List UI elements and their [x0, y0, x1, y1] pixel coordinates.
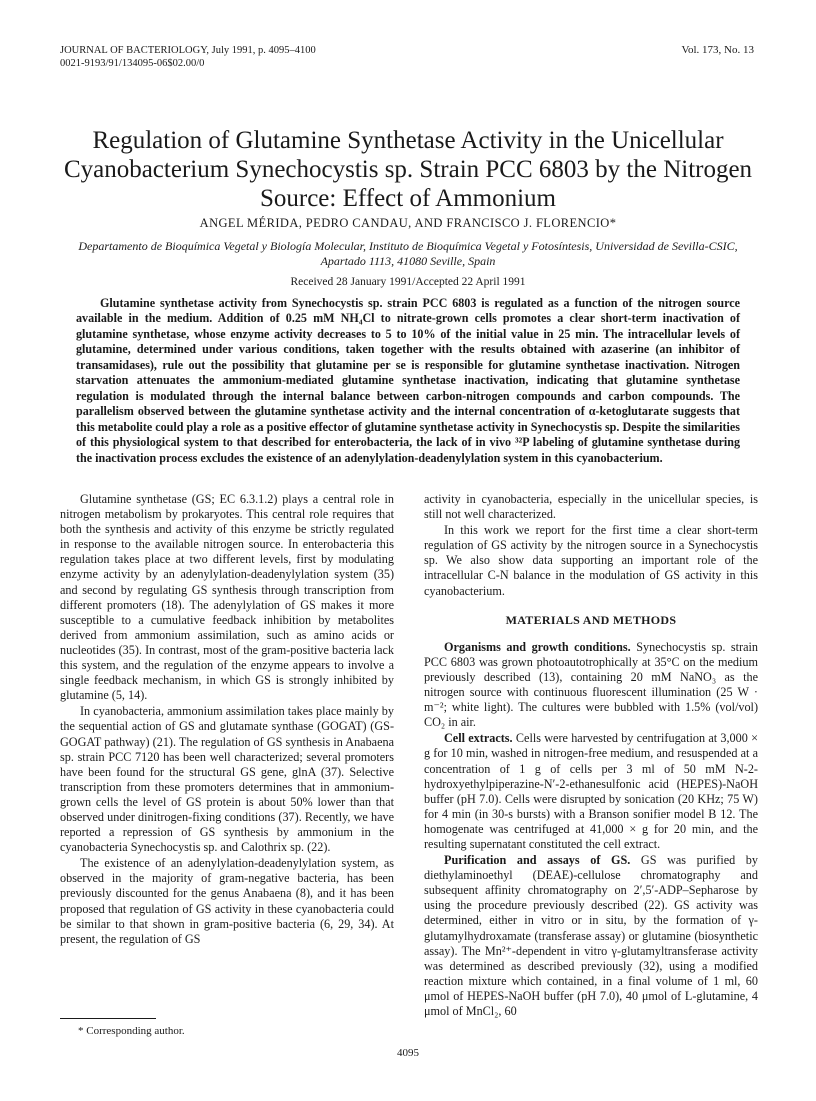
footnote-rule: [60, 1018, 156, 1019]
subsection-heading: Cell extracts.: [444, 731, 513, 746]
running-header: [60, 44, 316, 70]
paragraph: Glutamine synthetase (GS; EC 6.3.1.2) plays a central role in nitrogen metabolism by prokaryotes. This central role requires that both the synthesis and activity of this enzyme be strictly regulated in response to the available nitrogen source. In enterobacteria this regulation takes place at two different levels, first by modulating enzyme activity by an adenylylation-deadenylylation system (35) and second by regulating GS synthesis through transcription from different promoters (18). The adenylylation of GS makes it more susceptible to a cumulative feedback inhibition by metabolites derived from ammonium assimilation, such as amino acids or nucleotides (35). In contrast, most of the gram-positive bacteria lack this system, and the regulation of the enzyme appears to involve a single feedback mechanism, in which GS is strongly inhibited by glutamine (5, 14).: [60, 492, 394, 703]
footnote: * Corresponding author.: [78, 1025, 185, 1037]
paragraph: activity in cyanobacteria, especially in the unicellular species, is still not well characterized.: [424, 492, 758, 522]
journal-line: JOURNAL OF BACTERIOLOGY, July 1991, p. 4095–4100: [60, 45, 316, 56]
received-dates: Received 28 January 1991/Accepted 22 April 1991: [290, 276, 526, 288]
paragraph: [424, 853, 758, 1019]
left-column: [60, 492, 394, 947]
page-number: 4095: [397, 1047, 419, 1059]
subsection-heading: Purification and assays of GS.: [444, 853, 631, 868]
subsection-text: Cells were harvested by centrifugation at 3,000 × g for 10 min, washed in nitrogen-free medium, and resuspended at a concentration of 1 g of cells per 3 ml of 50 mM N-2-hydroxyethylpiperazine-N′-2-ethanesulfonic acid (HEPES)-NaOH buffer (pH 7.0). Cells were disrupted by sonication (20 KHz; 75 W) for 4 min (in 30-s bursts) with a Branson sonifier model B 12. The homogenate was centrifuged at 41,000 × g for 20 min, and the resulting supernatant constituted the cell extract.: [424, 731, 759, 851]
paragraph: In this work we report for the first time a clear short-term regulation of GS activity by the nitrogen source in a Synechocystis sp. We also show data supporting an important role of the intracellular C-N balance in the modulation of GS activity in this cyanobacterium.: [424, 523, 758, 598]
right-column: [424, 492, 758, 1019]
subsection-text: Synechocystis sp. strain PCC 6803 was grown photoautotrophically at 35°C on the medium previously described (13), containing 20 mM NaNO₃ as the nitrogen source with continuous fluorescent illumination (25 W · m⁻²; white light). The cultures were bubbled with 1.5% (vol/vol) CO₂ in air.: [424, 639, 758, 730]
paragraph: In cyanobacteria, ammonium assimilation takes place mainly by the sequential action of GS and glutamate synthase (GOGAT) (GS-GOGAT pathway) (21). The regulation of GS synthesis in Anabaena sp. strain PCC 7120 has been well characterized; several promoters have been found for the structural GS gene, glnA (37). Selective transcription from these promoters determines that in ammonium-grown cells the level of GS protein is about 50% lower than that observed under dinitrogen-fixing conditions (37). Recently, we have reported a repression of GS synthesis by ammonium in the cyanobacteria Synechocystis sp. and Calothrix sp. (22).: [60, 704, 394, 855]
paragraph: The existence of an adenylylation-deadenylylation system, as observed in the majority of gram-negative bacteria, has been previously discounted for the genus Anabaena (8), and it has been proposed that regulation of GS activity in these cyanobacteria could be similar to that shown in gram-positive bacteria (6, 29, 34). At present, the regulation of GS: [60, 856, 394, 946]
abstract: Glutamine synthetase activity from Synechocystis sp. strain PCC 6803 is regulated as a function of the nitrogen source available in the medium. Addition of 0.25 mM NH₄Cl to nitrate-grown cells promotes a clear short-term inactivation of glutamine synthetase, whose enzyme activity decreases to 5 to 10% of the initial value in 25 min. The intracellular levels of glutamine, determined under various conditions, taken together with the results obtained with azaserine (an inhibitor of transamidases), rule out the possibility that glutamine per se is responsible for glutamine synthetase inactivation. Nitrogen starvation attenuates the ammonium-mediated glutamine synthetase inactivation, indicating that glutamine synthetase regulation is modulated through the internal balance between carbon-nitrogen compounds and carbon compounds. The parallelism observed between the glutamine synthetase activity and the internal concentration of α-ketoglutarate suggests that this metabolite could play a role as a positive effector of glutamine synthetase activity in Synechocystis sp. Despite the similarities of this physiological system to that described for enterobacteria, the lack of in vivo ³²P labeling of glutamine synthetase during the inactivation process excludes the existence of an adenylylation-deadenylylation system in this cyanobacterium.: [76, 296, 740, 465]
paragraph: [424, 731, 758, 852]
subsection-text: GS was purified by diethylaminoethyl (DEAE)-cellulose chromatography and subsequent affinity chromatography on 2′,5′-ADP–Sepharose by using the procedure previously described (22). GS activity was determined, either in vitro or in situ, by the formation of γ-glutamylhydroxamate (transferase assay) or glutamine (biosynthetic assay). The Mn²⁺-dependent in vitro γ-glutamyltransferase activity was determined as described previously (32), using a modified reaction mixture which contained, in a final volume of 1 ml, 60 μmol of HEPES-NaOH buffer (pH 7.0), 40 μmol of L-glutamine, 4 μmol of MnCl₂, 60: [424, 853, 758, 1018]
subsection-heading: Organisms and growth conditions.: [444, 639, 631, 654]
author-list: ANGEL MÉRIDA, PEDRO CANDAU, AND FRANCISCO J. FLORENCIO*: [199, 216, 617, 230]
section-heading: MATERIALS AND METHODS: [505, 612, 677, 627]
volume-label: Vol. 173, No. 13: [681, 44, 754, 56]
article-title: Regulation of Glutamine Synthetase Activity in the Unicellular Cyanobacterium Synechocystis sp. Strain PCC 6803 by the Nitrogen Source: Effect of Ammonium: [63, 127, 753, 212]
affiliation: Departamento de Bioquímica Vegetal y Biología Molecular, Instituto de Bioquímica Vegetal y Fotosíntesis, Universidad de Sevilla-CSIC, Apartado 1113, 41080 Seville, Spain: [78, 239, 738, 268]
code-line: 0021-9193/91/134095-06$02.00/0: [60, 58, 205, 69]
paragraph: [424, 640, 758, 731]
